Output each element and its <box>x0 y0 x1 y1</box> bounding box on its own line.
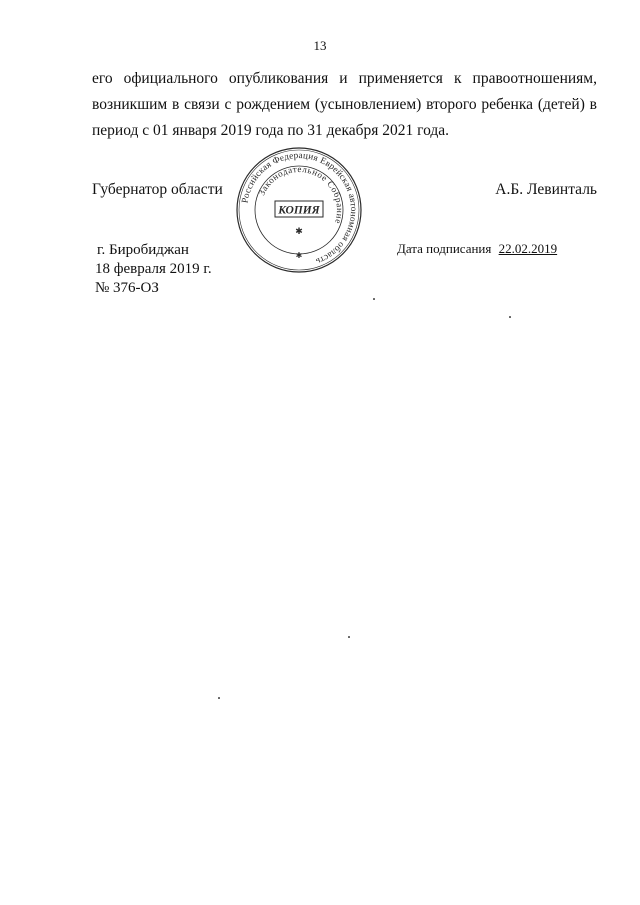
seal-inner-text: Законодательное Собрание <box>256 163 346 226</box>
scan-speck <box>348 636 350 638</box>
signing-date-label: Дата подписания <box>397 241 492 256</box>
scan-speck <box>509 316 511 318</box>
paragraph-line-2: возникшим в связи с рождением (усыновлением) второго ребенка (детей) в <box>92 96 597 113</box>
place-date-number-block <box>95 241 212 298</box>
page-number: 13 <box>313 38 327 53</box>
signing-date-value: 22.02.2019 <box>498 241 558 256</box>
scan-speck <box>373 298 375 300</box>
paragraph-line-3: период с 01 января 2019 года по 31 декабря 2021 года. <box>92 122 450 139</box>
seal-outer-text: Российская Федерация Еврейская автономная область <box>239 149 360 267</box>
seal-star-icon-bottom: ✱ <box>295 251 303 260</box>
seal-center-text: КОПИЯ <box>278 204 320 217</box>
scan-speck <box>218 697 220 699</box>
signing-date <box>397 241 557 257</box>
official-seal-stamp <box>235 146 363 274</box>
signer-title: Губернатор области <box>92 181 223 198</box>
body-paragraph <box>92 66 597 144</box>
place-city: г. Биробиджан <box>97 242 189 258</box>
signer-name: А.Б. Левинталь <box>495 181 597 198</box>
seal-star-icon: ✱ <box>295 226 303 236</box>
paragraph-line-1: его официального опубликования и применяется к правоотношениям, <box>92 70 597 87</box>
place-date: 18 февраля 2019 г. <box>95 261 212 277</box>
law-number: № 376-ОЗ <box>95 280 159 296</box>
